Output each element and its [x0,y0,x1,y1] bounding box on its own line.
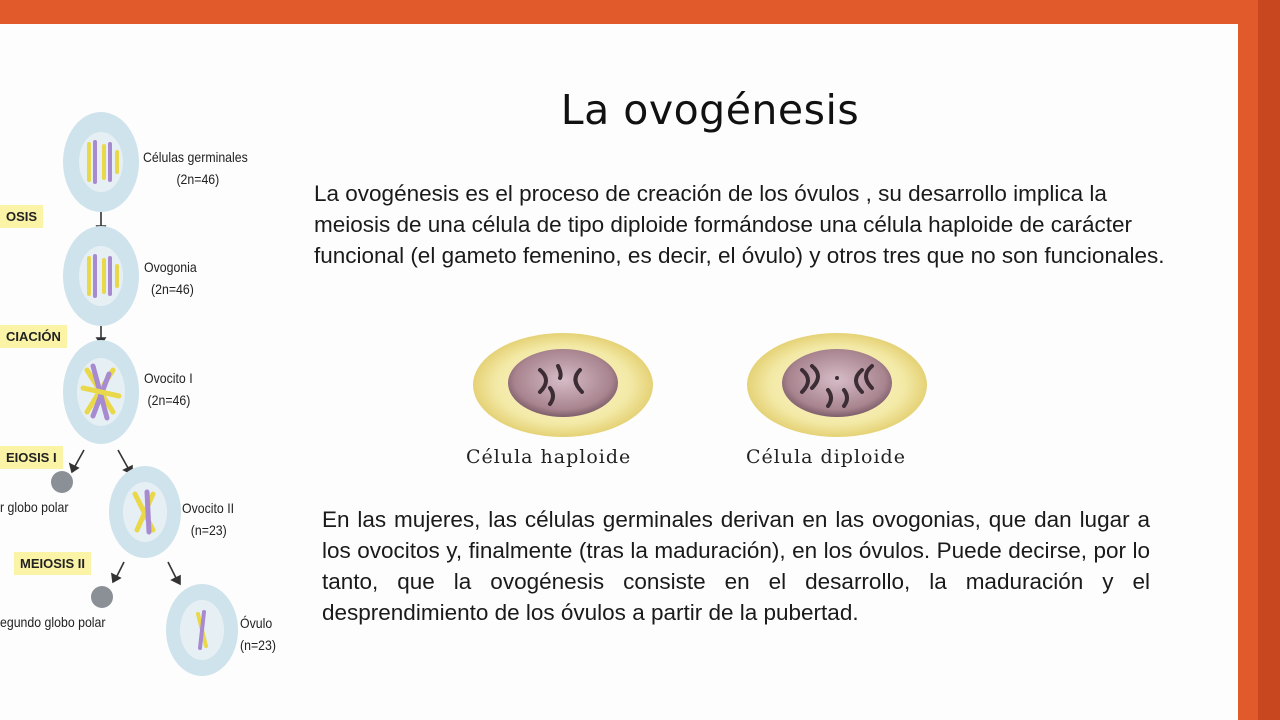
label-ovum-name: Óvulo [240,615,273,631]
intro-paragraph: La ovogénesis es el proceso de creación de los óvulos , su desarrollo implica la meiosis de una célula de tipo diploide formándose una célula haploide de carácter funcional (el gameto femenino, es decir, el óvulo) y otros tres que no son funcionales. [314,181,1165,268]
label-oocyte-1-name: Ovocito I [144,370,193,386]
label-oogonia-count: (2n=46) [151,281,194,297]
oogonia-cell [63,226,139,326]
label-oocyte-2-name: Ovocito II [182,500,235,516]
label-oocyte-1 [144,367,193,411]
detail-paragraph: En las mujeres, las células germinales derivan en las ovogonias, que dan lugar a los ovocitos y, finalmente (tras la maduración), en los óvulos. Puede decirse, por lo tanto, que la ovogénesis consiste en el desarrollo, la maduración y el desprendimiento de los óvulos a partir de la pubertad. [322,507,1150,625]
stage-tag-meiosis-1: EIOSIS I [0,446,63,469]
stage-tag-meiosis-2: MEIOSIS II [14,552,91,575]
ovum-cell [166,584,238,676]
label-oocyte-1-count: (2n=46) [147,392,191,408]
page-title: La ovogénesis [560,86,860,134]
label-oogonia [144,256,197,300]
label-ovum-count: (n=23) [240,637,276,653]
polar-body-1 [51,471,73,493]
oocyte-1-cell [63,340,139,444]
slide-frame-shadow [1258,0,1280,720]
label-germ-cells-name: Células germinales [143,149,248,165]
diploid-cell-label: Célula diploide [746,446,906,468]
haploid-cell-label: Célula haploide [466,446,632,468]
stage-tag-differentiation: CIACIÓN [0,325,67,348]
diploid-cell-illustration [744,330,934,440]
label-germ-cells-count: (2n=46) [176,171,220,187]
label-polar-body-2: egundo globo polar [0,614,106,630]
haploid-cell-illustration [470,330,660,440]
slide-frame-top [0,0,1280,24]
label-oocyte-2 [182,497,234,541]
label-ovum [240,612,276,656]
label-germ-cells [143,146,248,190]
germ-cell [63,112,139,212]
label-oocyte-2-count: (n=23) [190,522,227,538]
label-oogonia-name: Ovogonia [144,259,197,275]
label-polar-body-1: r globo polar [0,499,69,515]
oocyte-2-cell [109,466,181,558]
stage-tag-mitosis: OSIS [0,205,43,228]
polar-body-2 [91,586,113,608]
